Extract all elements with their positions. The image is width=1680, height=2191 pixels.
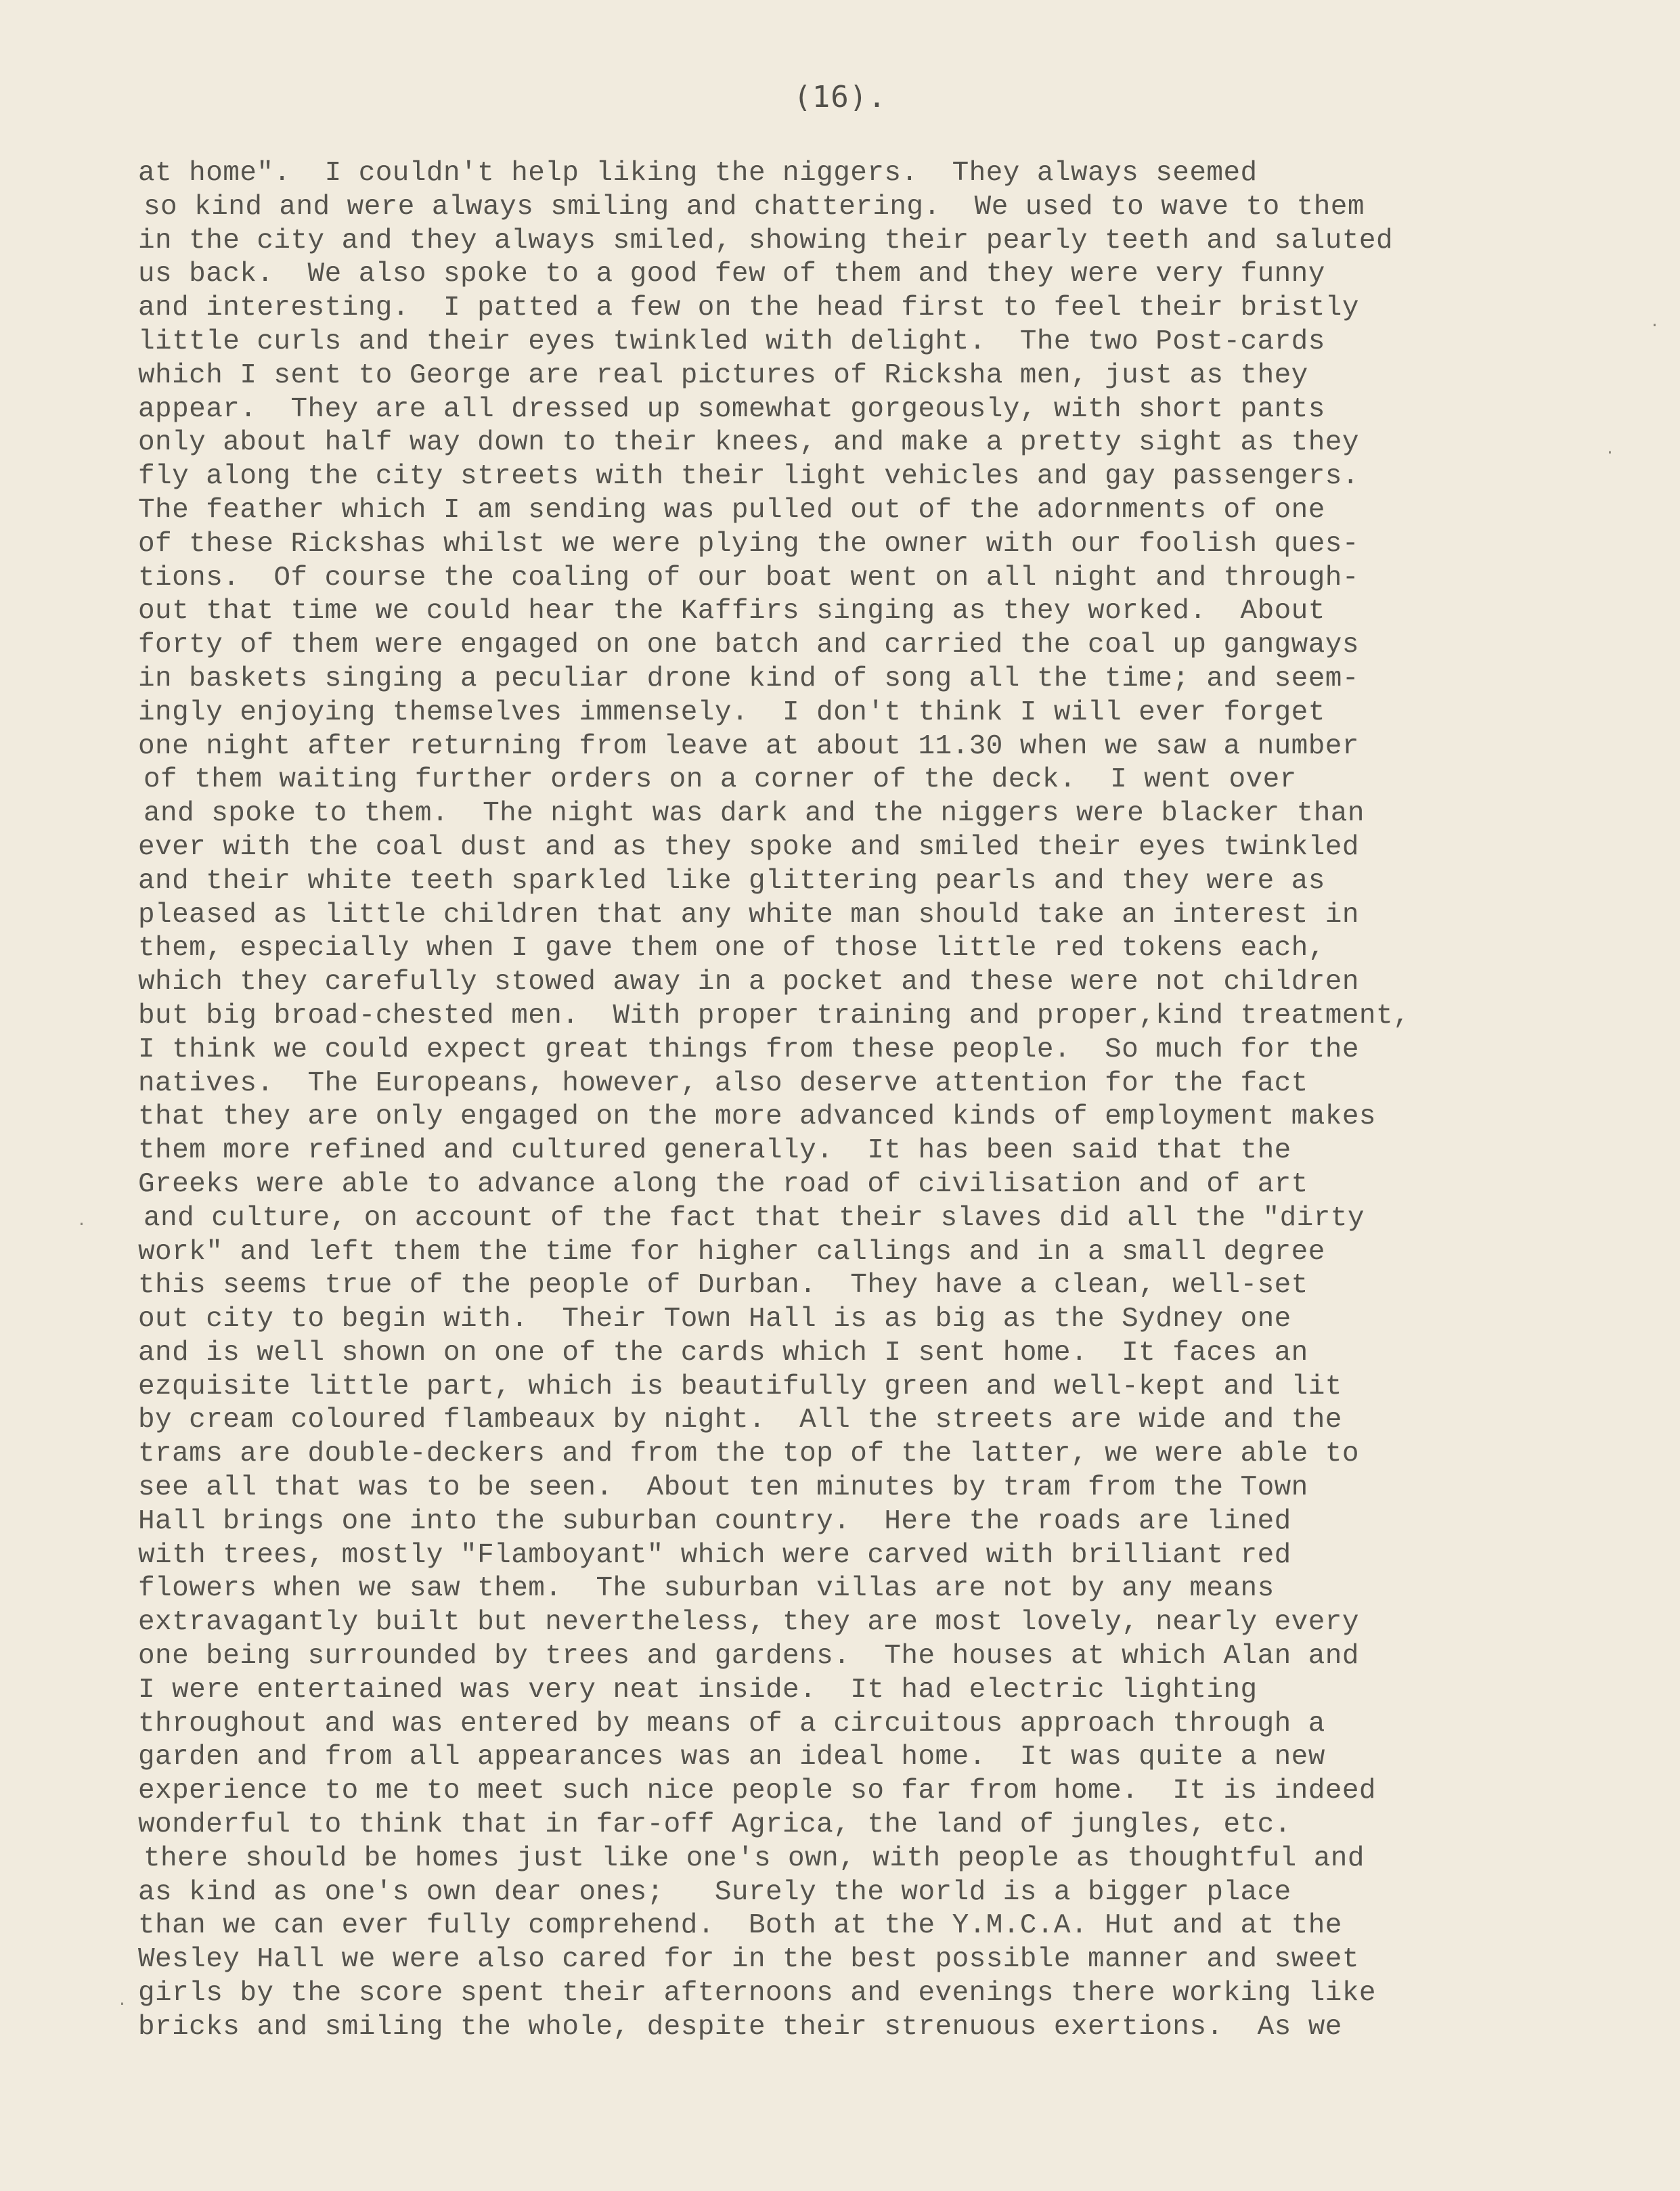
text-line: bricks and smiling the whole, despite their strenuous exertions. As we	[138, 2011, 1342, 2043]
text-line: I think we could expect great things from these people. So much for the	[138, 1034, 1359, 1065]
text-line: only about half way down to their knees, and make a pretty sight as they	[138, 427, 1359, 459]
text-line: garden and from all appearances was an ideal home. It was quite a new	[138, 1742, 1325, 1773]
text-line: and culture, on account of the fact that their slaves did all the "dirty	[143, 1202, 1365, 1234]
text-line: appear. They are all dressed up somewhat gorgeously, with short pants	[138, 393, 1325, 425]
text-line: so kind and were always smiling and chattering. We used to wave to them	[143, 191, 1365, 223]
text-line: tions. Of course the coaling of our boat went on all night and through-	[138, 562, 1359, 594]
text-line: them, especially when I gave them one of those little red tokens each,	[138, 933, 1325, 965]
text-line: wonderful to think that in far-off Agrica, the land of jungles, etc.	[138, 1809, 1291, 1841]
text-line: there should be homes just like one's own, with people as thoughtful and	[143, 1842, 1365, 1874]
text-line: and their white teeth sparkled like glittering pearls and they were as	[138, 865, 1325, 897]
text-line: flowers when we saw them. The suburban villas are not by any means	[138, 1573, 1275, 1605]
margin-dot-left: ·	[79, 1213, 85, 1235]
text-line: one night after returning from leave at about 11.30 when we saw a number	[138, 730, 1359, 762]
text-line: little curls and their eyes twinkled with delight. The two Post-cards	[138, 326, 1325, 357]
text-line: as kind as one's own dear ones; Surely the world is a bigger place	[138, 1876, 1291, 1908]
text-line: Greeks were able to advance along the road of civilisation and of art	[138, 1168, 1308, 1200]
text-line: which I sent to George are real pictures of Ricksha men, just as they	[138, 359, 1308, 391]
text-line: than we can ever fully comprehend. Both at the Y.M.C.A. Hut and at the	[138, 1910, 1342, 1942]
text-line: Hall brings one into the suburban country. Here the roads are lined	[138, 1505, 1291, 1537]
text-line: extravagantly built but nevertheless, they are most lovely, nearly every	[138, 1607, 1359, 1639]
text-line: which they carefully stowed away in a pocket and these were not children	[138, 967, 1359, 998]
margin-dot-left: ·	[119, 1993, 125, 2015]
text-line: forty of them were engaged on one batch and carried the coal up gangways	[138, 629, 1359, 661]
text-line: by cream coloured flambeaux by night. All the streets are wide and the	[138, 1404, 1342, 1436]
text-line: experience to me to meet such nice people so far from home. It is indeed	[138, 1775, 1376, 1807]
text-line: with trees, mostly "Flamboyant" which were carved with brilliant red	[138, 1539, 1291, 1571]
text-line: at home". I couldn't help liking the niggers. They always seemed	[138, 158, 1258, 189]
text-line: I were entertained was very neat inside. It had electric lighting	[138, 1674, 1258, 1706]
text-line: pleased as little children that any white man should take an interest in	[138, 899, 1359, 931]
text-line: ever with the coal dust and as they spoke and smiled their eyes twinkled	[138, 831, 1359, 863]
text-line: ingly enjoying themselves immensely. I don't think I will ever forget	[138, 696, 1325, 728]
text-line: one being surrounded by trees and gardens. The houses at which Alan and	[138, 1641, 1359, 1673]
text-line: and spoke to them. The night was dark and the niggers were blacker than	[143, 798, 1365, 830]
text-line: them more refined and cultured generally. It has been said that the	[138, 1135, 1291, 1167]
text-line: of them waiting further orders on a corner of the deck. I went over	[143, 764, 1297, 796]
text-line: us back. We also spoke to a good few of them and they were very funny	[138, 259, 1325, 290]
text-line: but big broad-chested men. With proper training and proper,kind treatment,	[138, 1000, 1411, 1032]
text-line: out city to begin with. Their Town Hall is as big as the Sydney one	[138, 1304, 1291, 1335]
text-line: that they are only engaged on the more advanced kinds of employment makes	[138, 1101, 1376, 1133]
text-line: and interesting. I patted a few on the head first to feel their bristly	[138, 292, 1359, 324]
text-line: and is well shown on one of the cards which I sent home. It faces an	[138, 1337, 1308, 1369]
text-line: throughout and was entered by means of a circuitous approach through a	[138, 1708, 1325, 1740]
text-line: work" and left them the time for higher callings and in a small degree	[138, 1236, 1325, 1268]
text-line: this seems true of the people of Durban. They have a clean, well-set	[138, 1270, 1308, 1302]
text-line: in baskets singing a peculiar drone kind of song all the time; and seem-	[138, 663, 1359, 694]
text-line: of these Rickshas whilst we were plying the owner with our foolish ques-	[138, 528, 1359, 560]
letter-body	[138, 157, 1654, 2045]
margin-dot-right: ·	[1652, 314, 1658, 336]
text-line: trams are double-deckers and from the top of the latter, we were able to	[138, 1438, 1359, 1470]
text-line: girls by the score spent their afternoons and evenings there working like	[138, 1978, 1376, 2010]
text-line: Wesley Hall we were also cared for in the best possible manner and sweet	[138, 1944, 1359, 1976]
margin-dot-right: ·	[1607, 441, 1613, 464]
text-line: in the city and they always smiled, showing their pearly teeth and saluted	[138, 225, 1393, 257]
text-line: natives. The Europeans, however, also deserve attention for the fact	[138, 1067, 1308, 1099]
page-number: (16).	[793, 80, 887, 114]
text-line: see all that was to be seen. About ten minutes by tram from the Town	[138, 1472, 1308, 1504]
text-line: fly along the city streets with their light vehicles and gay passengers.	[138, 461, 1359, 493]
text-line: out that time we could hear the Kaffirs singing as they worked. About	[138, 596, 1325, 627]
text-line: ezquisite little part, which is beautifully green and well-kept and lit	[138, 1371, 1342, 1402]
text-line: The feather which I am sending was pulled out of the adornments of one	[138, 494, 1325, 526]
